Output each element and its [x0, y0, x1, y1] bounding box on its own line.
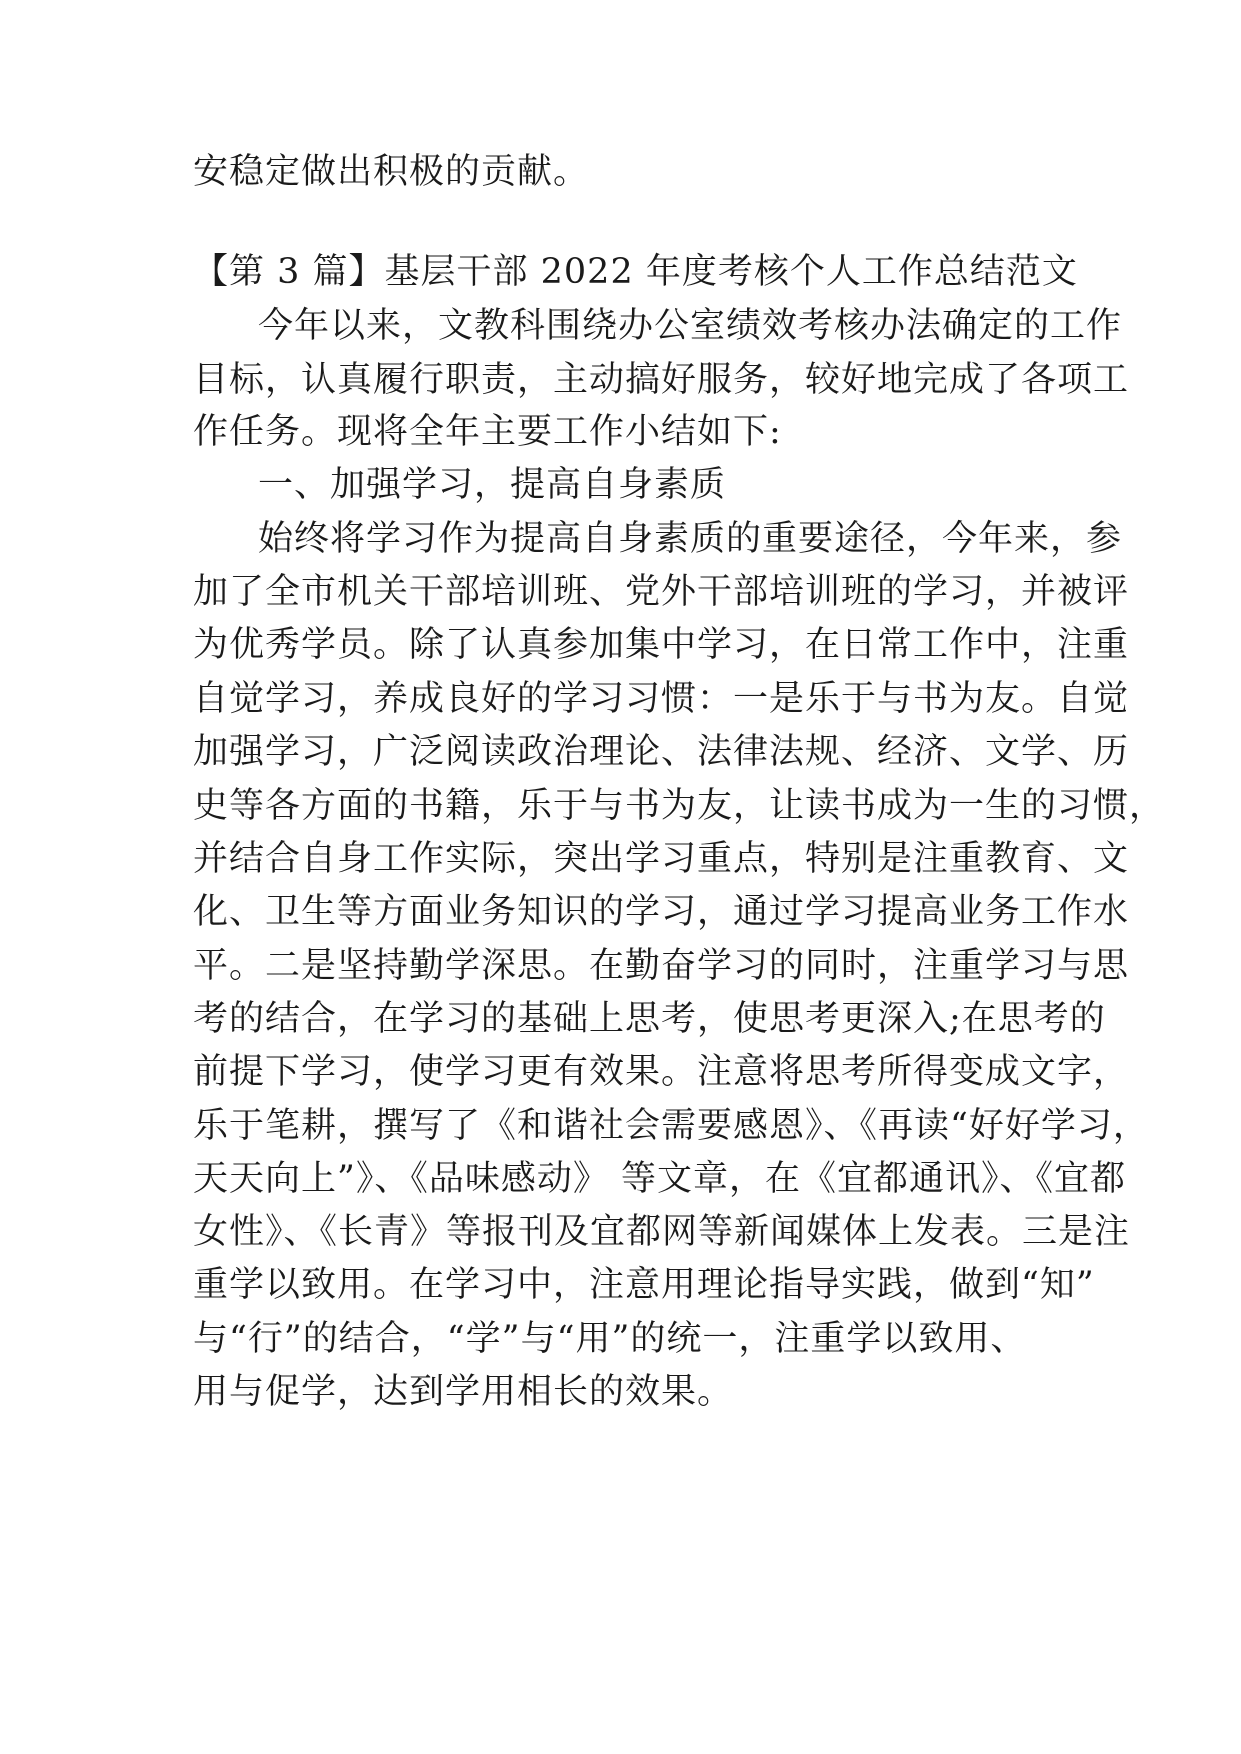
paragraph-line: 目标，认真履行职责，主动搞好服务，较好地完成了各项工: [193, 360, 1130, 400]
paragraph-line: 始终将学习作为提高自身素质的重要途径，今年来，参: [258, 519, 1123, 559]
paragraph-line: 自觉学习，养成良好的学习习惯：一是乐于与书为友。自觉: [193, 679, 1130, 719]
paragraph-line: 前提下学习，使学习更有效果。注意将思考所得变成文字，: [193, 1052, 1130, 1092]
paragraph-line: 作任务。现将全年主要工作小结如下:: [193, 412, 782, 452]
paragraph-line: 今年以来，文教科围绕办公室绩效考核办法确定的工作: [258, 306, 1123, 346]
paragraph-line: 安稳定做出积极的贡献。: [193, 152, 590, 192]
section-title: 【第 3 篇】基层干部 2022 年度考核个人工作总结范文: [193, 252, 1078, 292]
paragraph-line: 并结合自身工作实际，突出学习重点，特别是注重教育、文: [193, 839, 1130, 879]
subsection-heading: 一、加强学习，提高自身素质: [258, 465, 727, 505]
paragraph-line: 平。二是坚持勤学深思。在勤奋学习的同时，注重学习与思: [193, 946, 1130, 986]
paragraph-line: 重学以致用。在学习中，注意用理论指导实践，做到“知”: [193, 1265, 1095, 1305]
paragraph-line: 用与促学，达到学用相长的效果。: [193, 1372, 734, 1412]
paragraph-line: 天天向上”》、《品味感动》 等文章，在《宜都通讯》、《宜都: [193, 1159, 1127, 1199]
paragraph-line: 史等各方面的书籍，乐于与书为友，让读书成为一生的习惯，: [193, 786, 1166, 826]
paragraph-line: 化、卫生等方面业务知识的学习，通过学习提高业务工作水: [193, 892, 1130, 932]
paragraph-line: 与“行”的结合，“学”与“用”的统一，注重学以致用、: [193, 1319, 1027, 1359]
paragraph-line: 女性》、《长青》等报刊及宜都网等新闻媒体上发表。三是注: [193, 1212, 1131, 1252]
paragraph-line: 加了全市机关干部培训班、党外干部培训班的学习，并被评: [193, 572, 1130, 612]
paragraph-line: 为优秀学员。除了认真参加集中学习，在日常工作中，注重: [193, 625, 1130, 665]
paragraph-line: 加强学习，广泛阅读政治理论、法律法规、经济、文学、历: [193, 732, 1130, 772]
paragraph-line: 考的结合，在学习的基础上思考，使思考更深入;在思考的: [193, 999, 1106, 1039]
paragraph-line: 乐于笔耕，撰写了《和谐社会需要感恩》、《再读“好好学习，: [193, 1106, 1149, 1146]
